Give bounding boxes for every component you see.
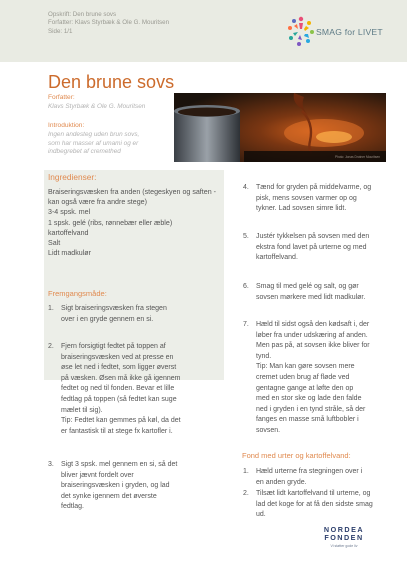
intro-line: som har masser af umami og er (48, 139, 139, 147)
step-line: kartoffelvand. (256, 254, 298, 262)
step-line: løber fra under udskæring af anden. (256, 331, 368, 339)
ingredient-item: Salt (48, 239, 61, 248)
step-line: tykner. Lad sovsen simre lidt. (256, 205, 347, 213)
meta-page: Side: 1/1 (48, 27, 73, 35)
sponsor-line-2: FONDEN (324, 533, 364, 542)
method-step-1 (48, 304, 231, 325)
nordea-fonden-logo[interactable] (318, 526, 370, 556)
step-line: Sigt 3 spsk. mel gennem en si, så det (61, 461, 178, 468)
ingredient-item: Braiseringsvæsken fra anden (stegeskyen og saften - kan også være fra andre stege) (48, 188, 216, 207)
method-step-3 (48, 460, 231, 513)
step-line: braiseringsvæsken ved at presse en (61, 353, 174, 361)
step-line: fedtlag. (61, 503, 84, 511)
step-line: ud. (256, 511, 266, 519)
herbs-step-1 (243, 467, 396, 488)
step-line: Tilsæt lidt kartoffelvand til urterne, og (256, 490, 371, 497)
sponsor-tagline: Vi støtter gode liv (330, 544, 358, 548)
step-line: med en stor ske og lade den falde (256, 395, 362, 403)
people-wreath-icon (286, 14, 316, 50)
step-line: Tip: Fedtet kan gemmes på køl, da det (61, 417, 181, 425)
step-number: 6. (243, 283, 249, 290)
photo-credit: Photo: Jonas Drotner Mouritsen (334, 155, 380, 159)
step-line: Tip: Man kan gøre sovsen mere (256, 363, 355, 371)
step-line: ned i gryden i en tynd stråle, så der (256, 405, 366, 413)
step-line: Smag til med gelé og salt, og gør (256, 283, 359, 290)
step-line: Fjern forsigtigt fedtet på toppen af (61, 343, 166, 350)
sponsor-line-1: NORDEA (323, 525, 365, 534)
step-line: en anden gryde. (256, 478, 307, 486)
intro-label: Introduktion: (48, 122, 85, 129)
herbs-heading: Fond med urter og kartoffelvand: (242, 451, 351, 460)
smag-for-livet-logo[interactable] (286, 14, 384, 54)
step-line: lad det koge for at få den sidste smag (256, 500, 373, 508)
method-step-7 (243, 320, 396, 437)
step-line: Hæld urterne fra stegningen over i (256, 468, 363, 475)
step-number: 1. (48, 305, 54, 312)
author-names: Klavs Styrbæk & Ole G. Mouritsen (48, 103, 146, 110)
step-line: Sigt braiseringsvæsken fra stegen (61, 305, 167, 312)
logo-wordmark: SMAG for LIVET (316, 27, 383, 37)
document-meta (48, 11, 169, 36)
step-line: fanges en masse små luftbobler i (256, 416, 359, 424)
method-step-2 (48, 342, 231, 437)
step-line: på væsken. Øsen må ikke gå igennem (61, 374, 181, 382)
intro-line: indbegrebet af cremethed (48, 148, 121, 156)
intro-text (48, 131, 139, 157)
method-heading: Fremgangsmåde: (48, 289, 107, 298)
step-line: sovsen mørkere med lidt madkulør. (256, 293, 366, 301)
method-step-6 (243, 282, 396, 303)
step-line: Tænd for gryden på middelvarme, og (256, 184, 372, 191)
ingredient-item: Lidt madkulør (48, 249, 91, 258)
step-line: fedtlag på toppen (så fedtet kan suge (61, 395, 177, 403)
step-line: braiseringsvæsken i gryden, og lad (61, 482, 170, 490)
meta-author: Forfatter: Klavs Styrbæk & Ole G. Mouritsen (48, 19, 170, 27)
step-line: det synke igennem det øverste (61, 492, 157, 500)
ingredient-item: 3-4 spsk. mel (48, 208, 91, 217)
step-number: 3. (48, 461, 54, 468)
step-line: tynd. (256, 352, 272, 360)
step-line: Justér tykkelsen på sovsen med den (256, 233, 370, 240)
ingredients-heading: Ingredienser: (48, 172, 97, 182)
step-number: 2. (48, 343, 54, 350)
ingredient-item: kartoffelvand (48, 228, 89, 237)
ingredient-item: 1 spsk. gelé (ribs, rønnebær eller æble) (48, 218, 173, 227)
step-number: 5. (243, 233, 249, 240)
herbs-step-2 (243, 489, 396, 521)
step-line: ekstra fond lavet på urterne og med (256, 243, 367, 251)
step-line: Hæld til sidst også den kødsaft i, der (256, 321, 370, 328)
step-line: øse let ned i fedtet, som ligger øverst (61, 364, 177, 372)
step-line: bliver jævnt fordelt over (61, 471, 134, 479)
step-number: 7. (243, 321, 249, 328)
sauce-pan-photo (174, 93, 386, 162)
author-label: Forfatter: (48, 94, 75, 101)
method-step-5 (243, 232, 396, 264)
meta-recipe: Opskrift: Den brune sovs (48, 11, 117, 18)
method-step-4 (243, 183, 396, 215)
recipe-photo (174, 93, 386, 162)
ingredients-list (48, 187, 220, 258)
step-line: mælet til sig). (61, 406, 103, 414)
step-line: over i en gryde gennem en si. (61, 315, 154, 323)
step-number: 2. (243, 490, 249, 497)
step-line: Men pas på, at sovsen ikke bliver for (256, 342, 370, 350)
step-line: cremet uden brug af fløde ved (256, 373, 350, 381)
step-number: 4. (243, 184, 249, 191)
step-line: pisk, mens sovsen varmer op og (256, 194, 357, 202)
header-band (0, 0, 407, 62)
step-line: er fantastisk til at stege fx kartofler i. (61, 427, 173, 435)
step-line: sovsen. (256, 426, 281, 434)
step-line: gentagne gange at løfte den op (256, 384, 354, 392)
step-line: fedtet og ned til fonden. Bevar et lille (61, 385, 175, 393)
intro-line: Ingen andesteg uden brun sovs, (48, 131, 140, 138)
step-number: 1. (243, 468, 249, 475)
recipe-title: Den brune sovs (48, 72, 175, 92)
